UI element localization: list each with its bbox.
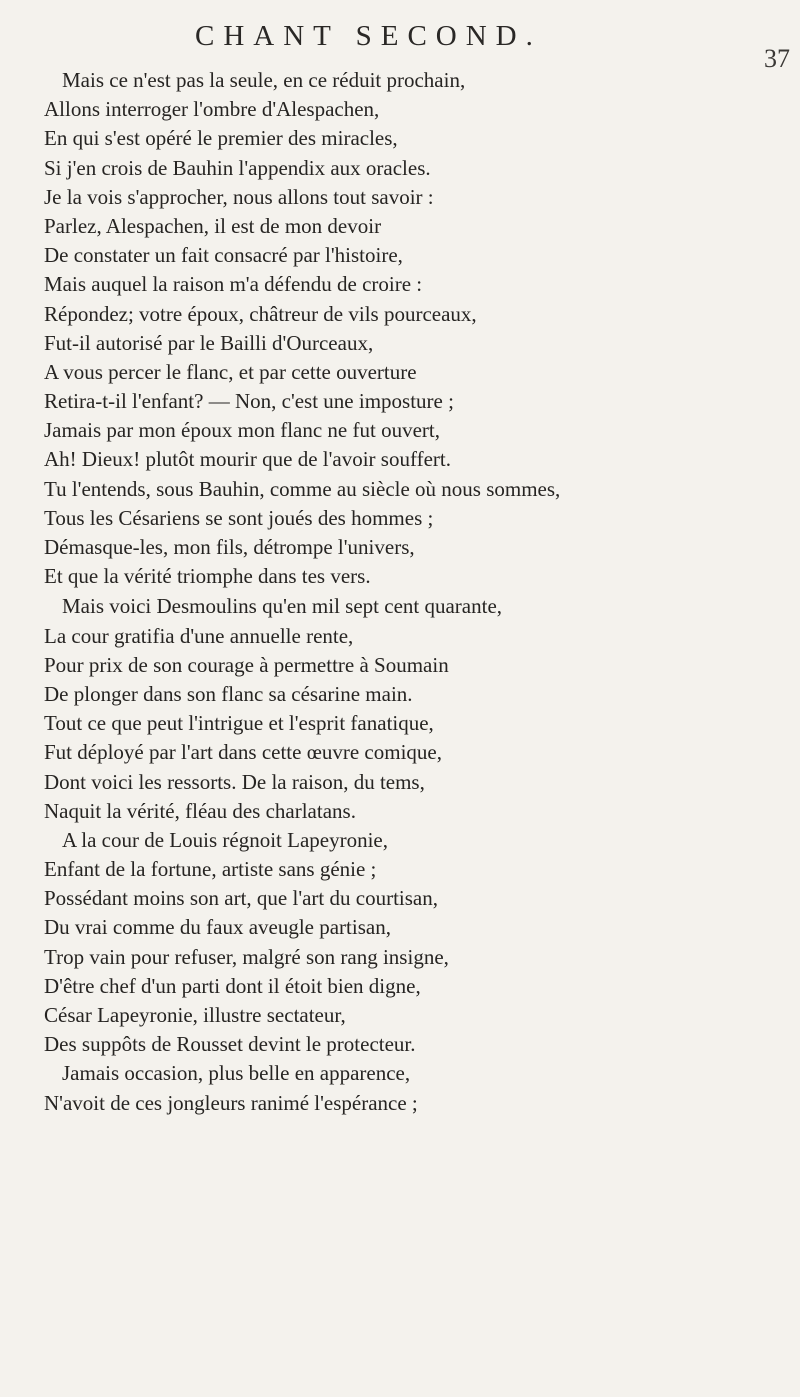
running-head: CHANT SECOND. — [195, 20, 542, 52]
verse-line: Fut déployé par l'art dans cette œuvre comique, — [44, 740, 442, 765]
verse-line: Mais voici Desmoulins qu'en mil sept cent quarante, — [62, 594, 503, 619]
verse-line: Et que la vérité triomphe dans tes vers. — [44, 564, 371, 589]
verse-line: A la cour de Louis régnoit Lapeyronie, — [62, 827, 388, 852]
verse-line: De constater un fait consacré par l'histoire, — [44, 243, 403, 268]
verse-line: César Lapeyronie, illustre sectateur, — [44, 1003, 346, 1027]
verse-line: De plonger dans son flanc sa césarine main. — [44, 681, 413, 706]
verse-line: Répondez; votre époux, châtreur de vils pourceaux, — [44, 301, 477, 326]
verse-line: Jamais par mon époux mon flanc ne fut ouvert, — [44, 418, 440, 443]
verse-line: Je la vois s'approcher, nous allons tout savoir : — [44, 184, 434, 209]
verse-line: Tu l'entends, sous Bauhin, comme au siècle où nous sommes, — [44, 476, 561, 501]
verse-line: Du vrai comme du faux aveugle partisan, — [44, 915, 391, 940]
verse-line: Dont voici les ressorts. De la raison, du tems, — [44, 769, 425, 794]
verse-line: Allons interroger l'ombre d'Alespachen, — [44, 97, 380, 122]
verse-line: Mais ce n'est pas la seule, en ce réduit prochain, — [62, 68, 466, 92]
verse-line: La cour gratifia d'une annuelle rente, — [44, 623, 354, 648]
verse-line: N'avoit de ces jongleurs ranimé l'espérance ; — [44, 1090, 418, 1115]
verse-line: Des suppôts de Rousset devint le protecteur. — [44, 1032, 416, 1057]
page-number: 37 — [764, 44, 790, 73]
verse-line: Retira-t-il l'enfant? — Non, c'est une imposture ; — [44, 389, 454, 414]
verse-line: D'être chef d'un parti dont il étoit bien digne, — [44, 973, 421, 998]
verse-line: Possédant moins son art, que l'art du courtisan, — [44, 886, 438, 911]
verse-line: Si j'en crois de Bauhin l'appendix aux oracles. — [44, 155, 431, 180]
verse-line: Jamais occasion, plus belle en apparence, — [62, 1061, 411, 1086]
verse-line: Parlez, Alespachen, il est de mon devoir — [44, 213, 382, 238]
verse-line: A vous percer le flanc, et par cette ouverture — [44, 359, 417, 384]
verse-line: Tout ce que peut l'intrigue et l'esprit fanatique, — [44, 711, 434, 736]
verse-line: Démasque-les, mon fils, détrompe l'univers, — [44, 535, 415, 559]
verse-line: Pour prix de son courage à permettre à Soumain — [44, 652, 449, 677]
verse-line: Enfant de la fortune, artiste sans génie ; — [44, 857, 377, 882]
verse-line: Mais auquel la raison m'a défendu de croire : — [44, 272, 423, 297]
verse-line: Tous les Césariens se sont joués des hommes ; — [44, 505, 434, 530]
verse-line: Naquit la vérité, fléau des charlatans. — [44, 798, 356, 823]
verse-line: Ah! Dieux! plutôt mourir que de l'avoir souffert. — [44, 447, 451, 472]
verse-line: Fut-il autorisé par le Bailli d'Ourceaux, — [44, 330, 374, 355]
verse-line: En qui s'est opéré le premier des miracles, — [44, 126, 398, 151]
verse-line: Trop vain pour refuser, malgré son rang insigne, — [44, 944, 449, 969]
poem-body — [44, 66, 784, 1118]
